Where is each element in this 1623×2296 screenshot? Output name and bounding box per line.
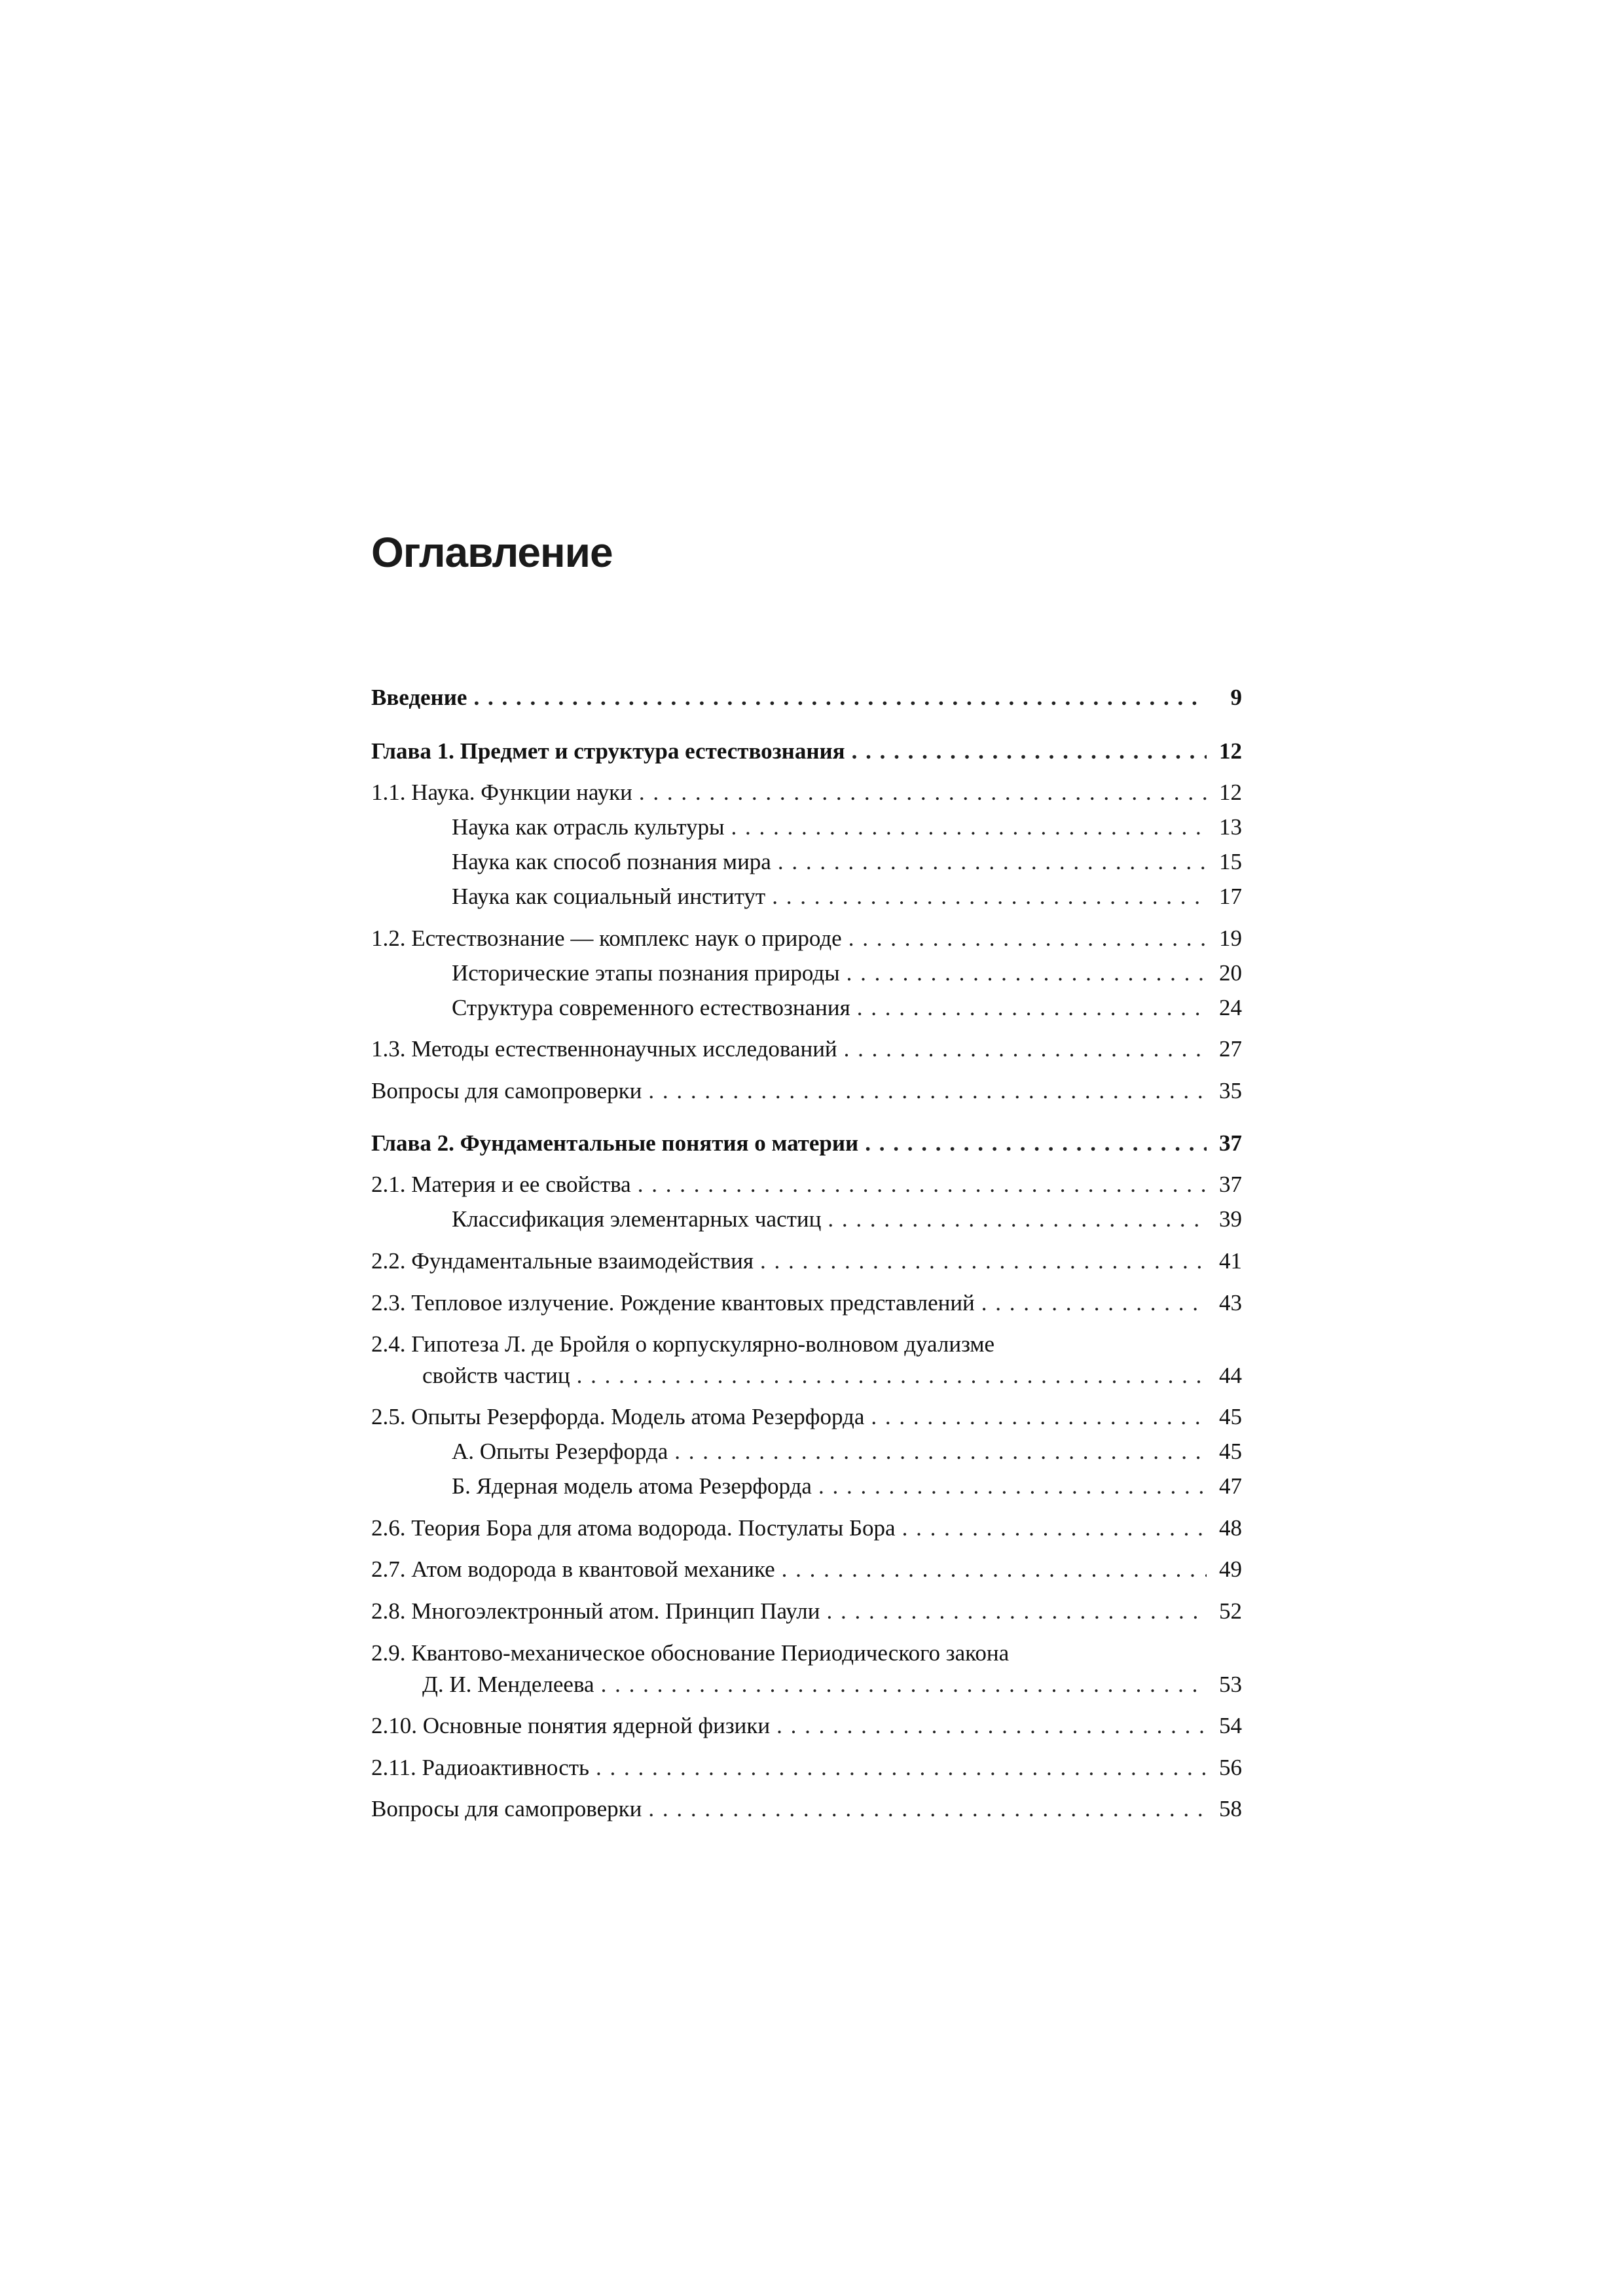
- toc-entry-section-2-10[interactable]: [371, 1712, 1242, 1740]
- toc-page-number: 13: [1219, 814, 1242, 840]
- toc-entry-title: 2.10. Основные понятия ядерной физики: [371, 1713, 771, 1738]
- toc-entry-title: Д. И. Менделеева: [422, 1672, 594, 1697]
- toc-page-number: 24: [1219, 995, 1242, 1020]
- toc-page-number: 20: [1219, 960, 1242, 986]
- dot-leader: [865, 1129, 1207, 1158]
- dot-leader: [852, 737, 1207, 766]
- dot-leader: [826, 1597, 1207, 1626]
- toc-entry-title: Структура современного естествознания: [452, 995, 850, 1020]
- toc-entry-introduction[interactable]: [371, 683, 1242, 712]
- toc-entry-chapter-2[interactable]: [371, 1129, 1242, 1158]
- toc-entry-title: Вопросы для самопроверки: [371, 1796, 642, 1821]
- toc-page-number: 39: [1219, 1206, 1242, 1232]
- toc-entry-section-2-7[interactable]: [371, 1555, 1242, 1584]
- toc-entry-section-2-2[interactable]: [371, 1247, 1242, 1276]
- toc-page-number: 9: [1230, 685, 1242, 710]
- dot-leader: [844, 1035, 1207, 1064]
- toc-entry-title: А. Опыты Резерфорда: [452, 1439, 668, 1464]
- toc-page-number: 56: [1219, 1755, 1242, 1780]
- toc-entry-title: 1.2. Естествознание — комплекс наук о природе: [371, 925, 842, 951]
- toc-entry-continuation[interactable]: [422, 1361, 1242, 1390]
- toc-entry-section-2-9[interactable]: [371, 1639, 1242, 1668]
- dot-leader: [601, 1670, 1207, 1699]
- toc-entry-title: 2.2. Фундаментальные взаимодействия: [371, 1248, 754, 1274]
- toc-entry-title: Наука как социальный институт: [452, 884, 766, 909]
- toc-page-number: 15: [1219, 849, 1242, 874]
- toc-entry-title: 1.3. Методы естественнонаучных исследований: [371, 1036, 837, 1062]
- toc-entry-section-2-3[interactable]: [371, 1289, 1242, 1318]
- toc-page-number: 49: [1219, 1556, 1242, 1582]
- dot-leader: [473, 683, 1207, 712]
- dot-leader: [857, 994, 1207, 1022]
- toc-entry-title: свойств частиц: [422, 1363, 570, 1388]
- toc-entry-title: 2.7. Атом водорода в квантовой механике: [371, 1556, 775, 1582]
- toc-entry-title: Наука как способ познания мира: [452, 849, 771, 874]
- toc-entry-subsection[interactable]: [452, 959, 1242, 988]
- dot-leader: [848, 924, 1207, 953]
- toc-entry-subsection[interactable]: [452, 813, 1242, 842]
- dot-leader: [638, 1170, 1207, 1199]
- toc-entry-section-1-2[interactable]: [371, 924, 1242, 953]
- toc-entry-title: 2.4. Гипотеза Л. де Бройля о корпускулярно-волновом дуализме: [371, 1331, 995, 1357]
- dot-leader: [577, 1361, 1207, 1390]
- toc-entry-section-1-3[interactable]: [371, 1035, 1242, 1064]
- toc-entry-chapter-1[interactable]: [371, 737, 1242, 766]
- toc-entry-title: Введение: [371, 685, 467, 710]
- toc-page-number: 12: [1219, 738, 1242, 764]
- dot-leader: [828, 1205, 1207, 1234]
- toc-entry-subsection[interactable]: [452, 1205, 1242, 1234]
- dot-leader: [674, 1437, 1207, 1466]
- toc-page-number: 37: [1219, 1172, 1242, 1197]
- toc-entry-title: 2.5. Опыты Резерфорда. Модель атома Резерфорда: [371, 1404, 865, 1429]
- dot-leader: [871, 1403, 1207, 1431]
- toc-page-number: 45: [1219, 1439, 1242, 1464]
- toc-page-number: 52: [1219, 1598, 1242, 1624]
- dot-leader: [847, 959, 1207, 988]
- toc-entry-section-2-5[interactable]: [371, 1403, 1242, 1431]
- table-of-contents: [371, 0, 1242, 2296]
- toc-entry-section-2-1[interactable]: [371, 1170, 1242, 1199]
- toc-page-number: 54: [1219, 1713, 1242, 1738]
- toc-page-number: 48: [1219, 1515, 1242, 1541]
- toc-page-number: 41: [1219, 1248, 1242, 1274]
- toc-entry-title: Наука как отрасль культуры: [452, 814, 725, 840]
- dot-leader: [981, 1289, 1207, 1318]
- toc-entry-title: Вопросы для самопроверки: [371, 1078, 642, 1103]
- toc-page-number: 58: [1219, 1796, 1242, 1821]
- toc-entry-section-2-11[interactable]: [371, 1753, 1242, 1782]
- toc-page-number: 12: [1219, 780, 1242, 805]
- toc-entry-section-2-8[interactable]: [371, 1597, 1242, 1626]
- toc-entry-section-2-4[interactable]: [371, 1330, 1242, 1359]
- toc-page-number: 37: [1219, 1130, 1242, 1156]
- toc-entry-subsection[interactable]: [452, 882, 1242, 911]
- toc-entry-subsection[interactable]: [452, 848, 1242, 876]
- toc-entry-section-1-1[interactable]: [371, 778, 1242, 807]
- toc-entry-title: Классификация элементарных частиц: [452, 1206, 822, 1232]
- toc-entry-title: Глава 1. Предмет и структура естествознания: [371, 738, 845, 764]
- toc-page-number: 45: [1219, 1404, 1242, 1429]
- toc-entry-title: Исторические этапы познания природы: [452, 960, 840, 986]
- dot-leader: [596, 1753, 1207, 1782]
- toc-page-number: 27: [1219, 1036, 1242, 1062]
- toc-entry-title: 2.6. Теория Бора для атома водорода. Постулаты Бора: [371, 1515, 896, 1541]
- dot-leader: [772, 882, 1207, 911]
- dot-leader: [818, 1472, 1207, 1501]
- toc-entry-continuation[interactable]: [422, 1670, 1242, 1699]
- toc-entry-title: 2.3. Тепловое излучение. Рождение квантовых представлений: [371, 1290, 975, 1316]
- dot-leader: [776, 1712, 1207, 1740]
- toc-entry-subsection[interactable]: [452, 1437, 1242, 1466]
- dot-leader: [731, 813, 1207, 842]
- toc-page-number: 44: [1219, 1363, 1242, 1388]
- dot-leader: [760, 1247, 1207, 1276]
- toc-page-number: 43: [1219, 1290, 1242, 1316]
- toc-page-number: 17: [1219, 884, 1242, 909]
- page-title: Оглавление: [371, 529, 613, 576]
- toc-entry-subsection[interactable]: [452, 1472, 1242, 1501]
- toc-entry-title: Б. Ядерная модель атома Резерфорда: [452, 1473, 812, 1499]
- toc-entry-title: 2.1. Материя и ее свойства: [371, 1172, 631, 1197]
- toc-page-number: 35: [1219, 1078, 1242, 1103]
- dot-leader: [648, 1077, 1207, 1105]
- dot-leader: [778, 848, 1207, 876]
- toc-entry-title: 2.9. Квантово-механическое обоснование Периодического закона: [371, 1640, 1010, 1666]
- dot-leader: [648, 1795, 1207, 1823]
- toc-page-number: 19: [1219, 925, 1242, 951]
- toc-entry-review-questions[interactable]: [371, 1795, 1242, 1823]
- toc-page-number: 53: [1219, 1672, 1242, 1697]
- toc-entry-title: 1.1. Наука. Функции науки: [371, 780, 632, 805]
- toc-entry-section-2-6[interactable]: [371, 1514, 1242, 1543]
- dot-leader: [902, 1514, 1207, 1543]
- toc-entry-title: 2.8. Многоэлектронный атом. Принцип Паули: [371, 1598, 820, 1624]
- toc-entry-title: 2.11. Радиоактивность: [371, 1755, 590, 1780]
- dot-leader: [639, 778, 1207, 807]
- toc-entry-title: Глава 2. Фундаментальные понятия о материи: [371, 1130, 859, 1156]
- toc-entry-review-questions[interactable]: [371, 1077, 1242, 1105]
- dot-leader: [782, 1555, 1207, 1584]
- toc-page-number: 47: [1219, 1473, 1242, 1499]
- toc-entry-subsection[interactable]: [452, 994, 1242, 1022]
